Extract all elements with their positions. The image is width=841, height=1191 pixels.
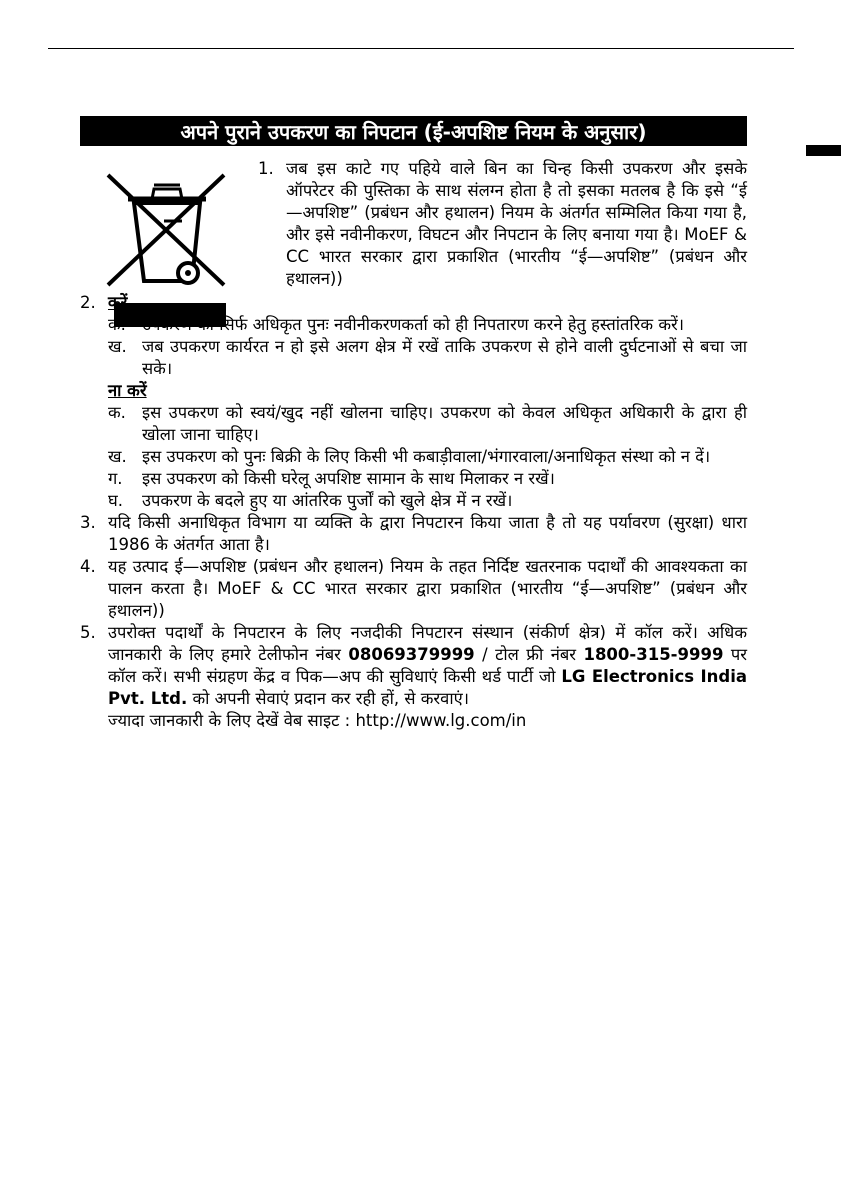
item-text-part: / टोल फ्री नंबर	[474, 645, 584, 664]
do-list	[108, 314, 747, 512]
item-text: यह उत्पाद ई—अपशिष्ट (प्रबंधन और हथालन) नियम के तहत निर्दिष्ट खतरनाक पदार्थों की आवश्यकता का पालन करता है। MoEF & CC भारत सरकार द्वारा प्रकाशित (भारतीय “ई—अपशिष्ट” (प्रबंधन और हथालन))	[108, 557, 747, 620]
list-item-3	[80, 512, 747, 556]
sub-text: इस उपकरण को किसी घरेलू अपशिष्ट सामान के साथ मिलाकर न रखें।	[142, 469, 555, 488]
item-text-part: को अपनी सेवाएं प्रदान कर रही हों, से करवाएं।	[187, 689, 469, 708]
list-item	[108, 468, 747, 490]
dont-heading: ना करें	[108, 381, 147, 400]
list-item	[108, 402, 747, 446]
toll-free-number: 1800-315-9999	[583, 645, 724, 664]
list-item-2	[80, 292, 747, 314]
item-text-part: पर कॉल करें। सभी संग्रहण केंद्र व पिक—अप की सुविधाएं किसी थर्ड पार्टी जो	[108, 645, 747, 686]
sub-label: ख.	[108, 447, 127, 466]
item-text	[108, 622, 747, 710]
sub-label: घ.	[108, 491, 123, 510]
sub-text: इस उपकरण को स्वयं/खुद नहीं खोलना चाहिए। उपकरण को केवल अधिकृत अधिकारी के द्वारा ही खोला जाना चाहिए।	[142, 403, 747, 444]
document-body	[80, 158, 747, 732]
list-item-4	[80, 556, 747, 622]
page-title: अपने पुराने उपकरण का निपटान (ई-अपशिष्ट नियम के अनुसार)	[80, 116, 747, 146]
list-item	[108, 314, 747, 336]
item-text-part: उपरोक्त पदार्थों के निपटारन के लिए नजदीकी निपटारन संस्थान (संकीर्ण क्षेत्र) में कॉल करें। अधिक जानकारी के लिए हमारे टेलीफोन नंबर	[108, 623, 747, 664]
more-info-label: ज्यादा जानकारी के लिए देखें वेब साइट :	[108, 711, 356, 730]
do-heading: करें	[108, 293, 128, 312]
sub-label: क.	[108, 403, 126, 422]
section-tab-marker	[806, 145, 841, 156]
sub-text: उपकरण को सिर्फ अधिकृत पुनः नवीनीकरणकर्ता को ही निपतारण करने हेतु हस्तांतरिक करें।	[142, 315, 685, 334]
item-text: जब इस काटे गए पहिये वाले बिन का चिन्ह किसी उपकरण और इसके ऑपरेटर की पुस्तिका के साथ संलग्न होता है तो इसका मतलब है कि इसे “ई—अपशिष्ट” (प्रबंधन और हथालन) नियम के अंतर्गत सम्मिलित किया गया है, और इसे नवीनीकरण, विघटन और निपटान के लिए बनाया गया है। MoEF & CC भारत सरकार द्वारा प्रकाशित (भारतीय “ई—अपशिष्ट” (प्रबंधन और हथालन))	[286, 159, 747, 288]
website-link[interactable]: http://www.lg.com/in	[355, 711, 527, 730]
sub-text: उपकरण के बदले हुए या आंतरिक पुर्जों को खुले क्षेत्र में न रखें।	[142, 491, 513, 510]
list-item	[108, 490, 747, 512]
sub-label: क.	[108, 315, 126, 334]
item-number: 1.	[258, 159, 274, 178]
sub-label: ख.	[108, 337, 127, 356]
dont-heading-row	[108, 380, 747, 402]
item-number: 5.	[80, 623, 96, 642]
sub-text: इस उपकरण को पुनः बिक्री के लिए किसी भी कबाड़ीवाला/भंगारवाला/अनाधिकृत संस्था को न दें।	[142, 447, 711, 466]
list-item	[108, 336, 747, 380]
more-info-line	[108, 710, 747, 732]
top-rule	[48, 48, 794, 49]
company-name: LG Electronics India Pvt. Ltd.	[108, 667, 747, 708]
item-text: यदि किसी अनाधिकृत विभाग या व्यक्ति के द्वारा निपटारन किया जाता है तो यह पर्यावरण (सुरक्षा) धारा 1986 के अंतर्गत आता है।	[108, 513, 747, 554]
list-item	[108, 446, 747, 468]
item-number: 2.	[80, 293, 96, 312]
sub-label: ग.	[108, 469, 123, 488]
item-number: 3.	[80, 513, 96, 532]
list-item-5	[80, 622, 747, 710]
list-item-1	[258, 158, 747, 290]
phone-number: 08069379999	[348, 645, 475, 664]
sub-text: जब उपकरण कार्यरत न हो इसे अलग क्षेत्र में रखें ताकि उपकरण से होने वाली दुर्घटनाओं से बचा जा सके।	[142, 337, 747, 378]
item-number: 4.	[80, 557, 96, 576]
